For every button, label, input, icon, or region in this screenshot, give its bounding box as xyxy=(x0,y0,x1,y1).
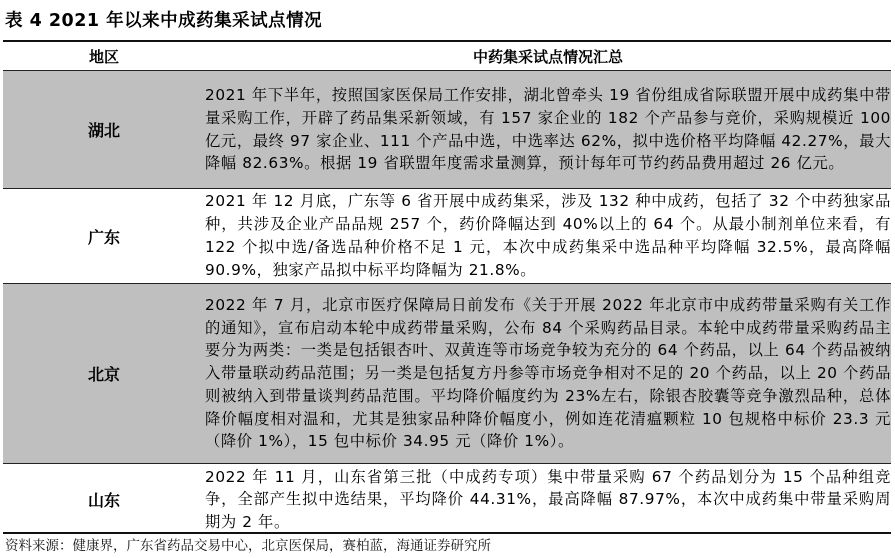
pilot-table xyxy=(3,42,891,536)
summary-cell: 2022 年 7 月，北京市医疗保障局日前发布《关于开展 2022 年北京市中成药带量采购有关工作的通知》，宣布启动本轮中成药带量采购，公布 84 个采购药品目录。本轮中成药带量采购药品主要分为两类：一类是包括银杏叶、双黄连等市场竞争较为充分的 64 个药品，以上 64 个药品被纳入带量联动药品范围；另一类是包括复方丹参等市场竞争相对不足的 20 个药品，以上 20 个药品则被纳入到带量谈判药品范围。平均降价幅度约为 23%左右，除银杏胶囊等竞争激烈品种，总体降价幅度相对温和，尤其是独家品种降价幅度小，例如连花清瘟颗粒 10 包规格中标价 23.3 元（降价 1%），15 包中标价 34.95 元（降价 1%）。 xyxy=(205,284,891,464)
table-row-beijing xyxy=(3,284,891,464)
summary-cell: 2022 年 11 月，山东省第三批（中成药专项）集中带量采购 67 个药品划分为 15 个品种组竞争，全部产生拟中选结果，平均降价 44.31%，最高降幅 87.97%，本次中成药集中带量采购周期为 2 年。 xyxy=(205,464,891,536)
region-cell: 广东 xyxy=(3,189,205,284)
region-cell: 山东 xyxy=(3,464,205,536)
table-row-shandong xyxy=(3,464,891,536)
column-header-region: 地区 xyxy=(3,42,205,71)
table-row-hubei xyxy=(3,71,891,189)
table-row-guangdong xyxy=(3,189,891,284)
table-header-row xyxy=(3,42,891,71)
bottom-rule xyxy=(3,532,891,534)
summary-cell: 2021 年 12 月底，广东等 6 省开展中成药集采，涉及 132 种中成药，包括了 32 个中药独家品种，共涉及企业产品品规 257 个，药价降幅达到 40%以上的 64 个。从最小制剂单位来看，有 122 个拟中选/备选品种价格不足 1 元，本次中成药集采中选品种平均降幅 32.5%，最高降幅 90.9%，独家产品拟中标平均降幅为 21.8%。 xyxy=(205,189,891,284)
summary-cell: 2021 年下半年，按照国家医保局工作安排，湖北曾牵头 19 省份组成省际联盟开展中成药集中带量采购工作，开辟了药品集采新领域，有 157 家企业的 182 个产品参与竞价，采购规模近 100 亿元，最终 97 家企业、111 个产品中选，中选率达 62%，拟中选价格平均降幅 42.27%，最大降幅 82.63%。根据 19 省联盟年度需求量测算，预计每年可节约药品费用超过 26 亿元。 xyxy=(205,71,891,189)
region-cell: 北京 xyxy=(3,284,205,464)
table-title: 表 4 2021 年以来中成药集采试点情况 xyxy=(5,11,323,31)
region-cell: 湖北 xyxy=(3,71,205,189)
column-header-summary: 中药集采试点情况汇总 xyxy=(205,42,891,71)
source-note: 资料来源：健康界，广东省药品交易中心，北京医保局，赛柏蓝，海通证券研究所 xyxy=(5,538,491,554)
